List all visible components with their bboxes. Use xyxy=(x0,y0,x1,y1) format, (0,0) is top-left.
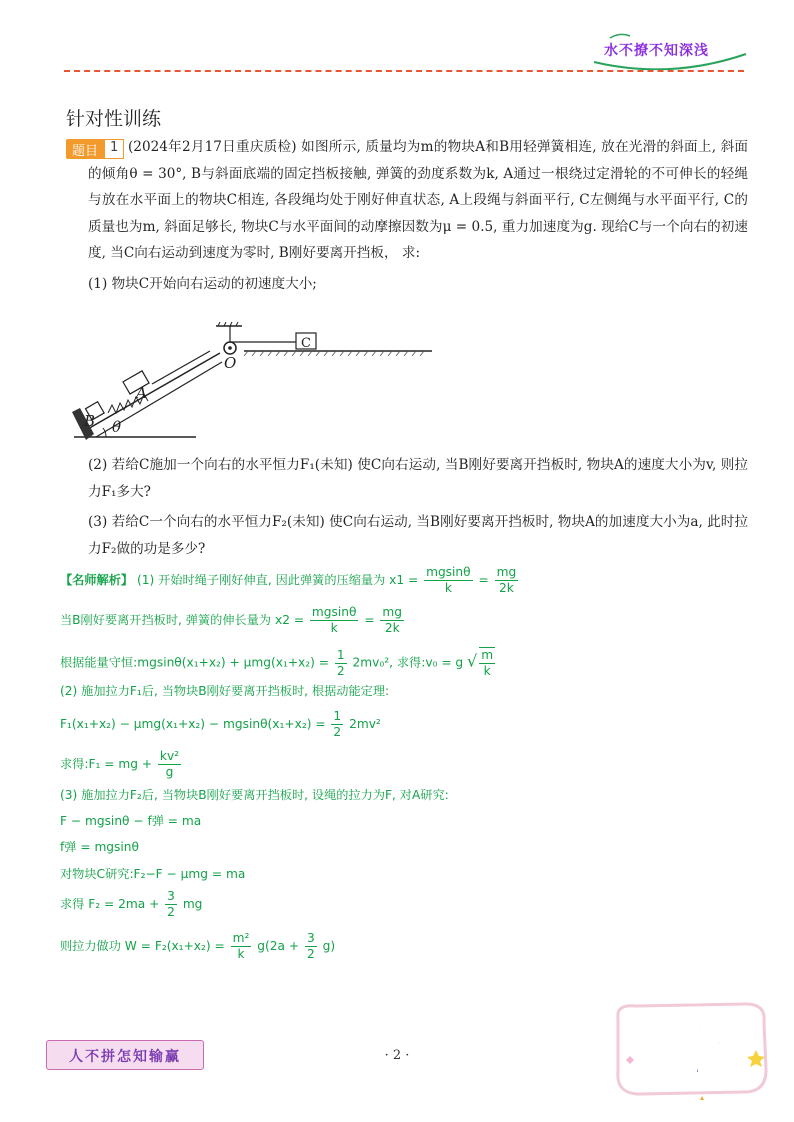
fraction-numerator: mg xyxy=(496,565,517,579)
math-expr: 求得:F₁ = mg + xyxy=(60,757,153,771)
solution-line-1 xyxy=(60,565,520,596)
header-banner xyxy=(590,32,750,70)
square-root: √ $\frac{m}{k}$ xyxy=(467,648,494,678)
solution-text: 当B刚好要离开挡板时, 弹簧的伸长量为 xyxy=(60,613,272,627)
solution-line-4: (2) 施加拉力F₁后, 当物块B刚好要离开挡板时, 根据动能定理: xyxy=(60,684,390,698)
fraction-denominator: k xyxy=(237,947,245,961)
math-expr: 根据能量守恒:mgsinθ(x₁+x₂) + μmg(x₁+x₂) = xyxy=(60,655,329,670)
fraction-denominator: g xyxy=(165,765,174,779)
math-expr: mg xyxy=(182,897,203,911)
fraction xyxy=(158,749,181,780)
block-b-label: B xyxy=(84,412,96,430)
fraction-denominator: 2 xyxy=(167,905,175,919)
fraction-numerator: kv² xyxy=(159,749,180,763)
block-a-label: A xyxy=(136,384,147,402)
fraction xyxy=(380,605,404,636)
logo-line-2: 小秘诀 xyxy=(668,1058,740,1086)
solution-line-9: f弹 = mgsinθ xyxy=(60,840,139,854)
fraction-denominator: 2 xyxy=(306,947,315,961)
fraction-numerator: mg xyxy=(382,605,403,619)
question-label: 题目 xyxy=(66,139,104,159)
page-number: · 2 · xyxy=(384,1048,410,1063)
pulley-label: O xyxy=(224,354,237,372)
math-expr: x2 = xyxy=(274,613,305,627)
fraction-denominator: 2k xyxy=(498,581,514,595)
fraction xyxy=(310,605,359,636)
math-expr: 2mv² xyxy=(349,717,381,731)
question-number: 1 xyxy=(104,139,124,159)
solution-line-6 xyxy=(60,749,183,780)
fraction xyxy=(495,565,519,596)
fraction xyxy=(231,931,252,962)
angle-label: θ xyxy=(112,418,122,436)
physics-diagram xyxy=(70,316,440,446)
fraction-numerator: mgsinθ xyxy=(311,605,357,619)
fraction xyxy=(331,709,343,740)
study-tips-logo xyxy=(606,1000,774,1100)
fraction-denominator: 2k xyxy=(384,621,400,635)
fraction-numerator: m xyxy=(481,648,494,662)
solution-heading: 【名师解析】 xyxy=(60,573,134,587)
footer-motto: 人不拼怎知输赢 xyxy=(69,1049,181,1065)
fraction-denominator: 2 xyxy=(336,663,345,678)
solution-line-11 xyxy=(60,889,202,920)
fraction-numerator: 3 xyxy=(306,931,315,945)
section-title: 针对性训练 xyxy=(66,108,162,130)
fraction xyxy=(424,565,473,596)
logo-line-1: 高中学习 xyxy=(630,1020,726,1048)
math-expr: x1 = xyxy=(389,573,419,587)
solution-line-3 xyxy=(60,647,497,679)
small-star-icon xyxy=(696,1096,708,1100)
solution-line-7: (3) 施加拉力F₂后, 当物块B刚好要离开挡板时, 设绳的拉力为F, 对A研究: xyxy=(60,788,449,802)
math-expr: g(2a + xyxy=(257,939,300,953)
fraction-denominator: k xyxy=(444,581,452,595)
math-expr: 2mv₀², 求得:v₀ = g xyxy=(352,655,464,670)
equals-sign: = xyxy=(364,613,375,627)
fraction-numerator: 1 xyxy=(336,647,345,662)
fraction xyxy=(335,648,347,679)
fraction xyxy=(305,931,317,962)
solution-line-2 xyxy=(60,605,406,636)
equals-sign: = xyxy=(478,573,489,587)
fraction-numerator: 3 xyxy=(167,889,175,903)
footer-motto-box xyxy=(46,1040,204,1070)
solution-line-8: F − mgsinθ − f弹 = ma xyxy=(60,814,202,828)
block-c-label: C xyxy=(301,336,311,351)
fraction-numerator: 1 xyxy=(333,709,342,723)
question-part-3: (3) 若给C一个向右的水平恒力F₂(未知) 使C向右运动, 当B刚好要离开挡板时, 物块A的加速度大小为a, 此时拉力F₂做的功是多少? xyxy=(88,514,748,557)
question-part-2: (2) 若给C施加一个向右的水平恒力F₁(未知) 使C向右运动, 当B刚好要离开挡板时, 物块A的速度大小为v, 则拉力F₁多大? xyxy=(88,457,748,500)
fraction-numerator: mgsinθ xyxy=(426,565,471,579)
fraction-denominator: 2 xyxy=(333,725,342,739)
header-motto: 水不撩不知深浅 xyxy=(604,43,709,59)
solution-line-12 xyxy=(60,931,335,962)
question-part-1: (1) 物块C开始向右运动的初速度大小; xyxy=(88,276,317,292)
fraction-numerator: m² xyxy=(232,931,250,945)
fraction-denominator: k xyxy=(483,664,491,678)
question-intro: (2024年2月17日重庆质检) 如图所示, 质量均为m的物块A和B用轻弹簧相连, 放在光滑的斜面上, 斜面的倾角θ = 30°, B与斜面底端的固定挡板接触, 弹簧的劲度系数为k, A通过一根绕过定滑轮的不可伸长的轻绳与放在水平面上的物块C相连, 各段绳均处于刚好伸直状态, A上段绳与斜面平行, C左侧绳与水平面平行, C的质量也为m, 斜面足够长, 物块C与水平面间的动摩擦因数为μ = 0.5, 重力加速度为g. 现给C与一个向右的初速度, 当C向右运动到速度为零时, B刚好要离开挡板， 求: xyxy=(88,139,748,261)
solution-text: (1) 开始时绳子刚好伸直, 因此弹簧的压缩量为 xyxy=(137,573,386,587)
header-dashed-rule xyxy=(64,70,744,72)
math-expr: 求得 F₂ = 2ma + xyxy=(60,897,160,911)
fraction-denominator: k xyxy=(330,621,338,635)
solution-line-10: 对物块C研究:F₂−F − μmg = ma xyxy=(60,867,246,881)
math-expr: F₁(x₁+x₂) − μmg(x₁+x₂) − mgsinθ(x₁+x₂) = xyxy=(60,717,326,731)
solution-block xyxy=(60,565,748,985)
math-expr: g) xyxy=(322,939,336,953)
fraction xyxy=(165,889,177,920)
math-expr: 则拉力做功 W = F₂(x₁+x₂) = xyxy=(60,939,225,953)
solution-line-5 xyxy=(60,709,381,740)
